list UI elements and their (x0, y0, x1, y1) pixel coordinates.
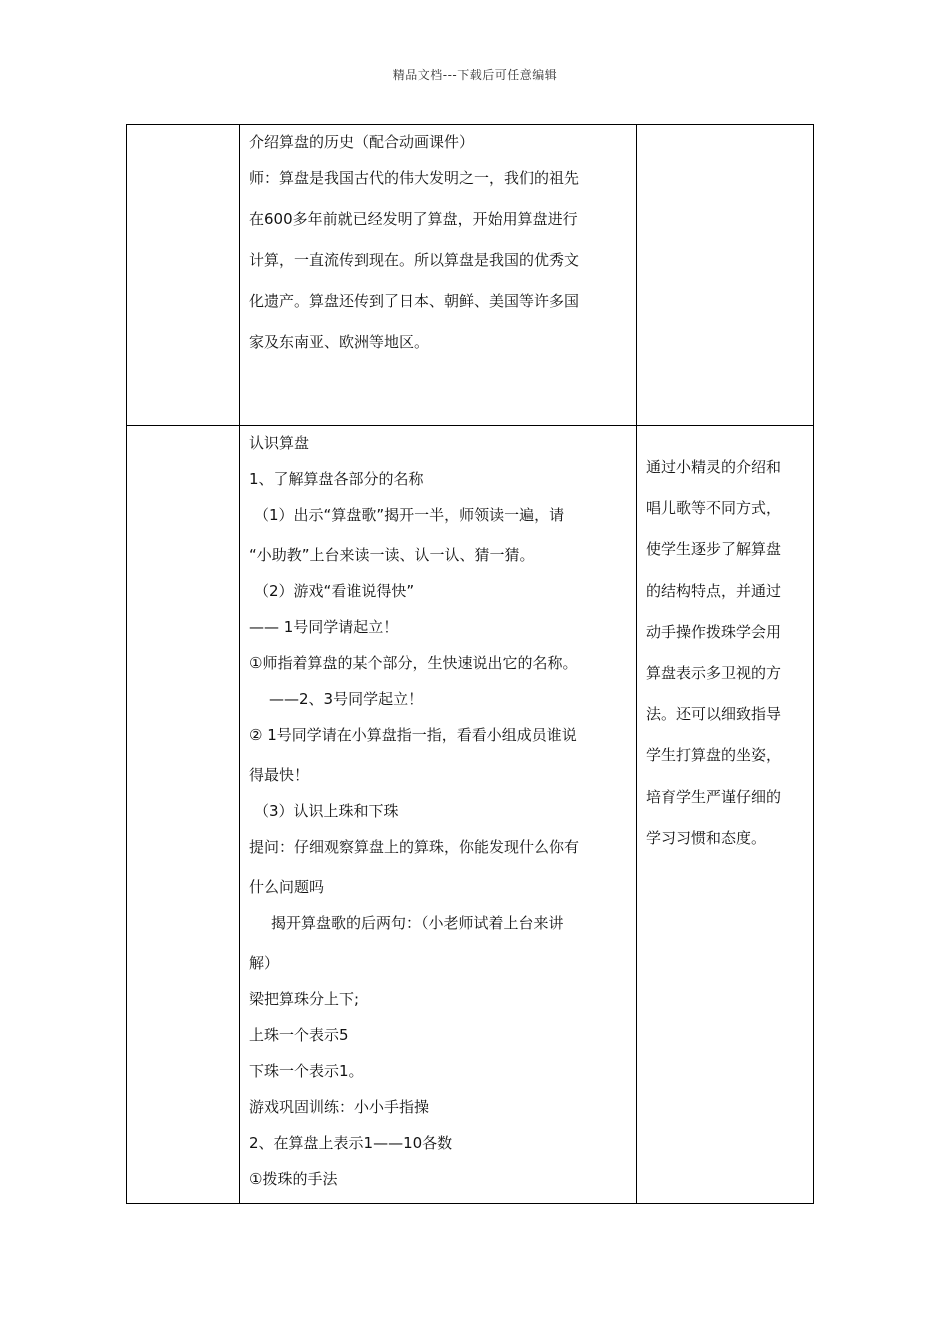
notes-line: 通过小精灵的介绍和 (646, 458, 782, 476)
row2-content-cell (240, 426, 637, 1204)
content-line: 游戏巩固训练：小小手指操 (249, 1098, 430, 1116)
row1-content-cell (240, 125, 637, 426)
row2-label-cell (127, 426, 240, 1204)
content-line: 2、在算盘上表示1——10各数 (249, 1134, 453, 1152)
content-line: 揭开算盘歌的后两句：（小老师试着上台来讲 (271, 914, 564, 932)
notes-line: 动手操作拨珠学会用 (646, 622, 782, 641)
table-row (127, 125, 814, 426)
content-line: ② 1号同学请在小算盘指一指，看看小组成员谁说 (249, 726, 577, 744)
notes-line: 使学生逐步了解算盘 (646, 540, 782, 559)
row2-content (240, 426, 636, 1201)
notes-line: 学生打算盘的坐姿， (646, 746, 782, 765)
table-row (127, 426, 814, 1204)
content-line: ——2、3号同学起立！ (269, 690, 424, 708)
notes-line: 唱儿歌等不同方式， (646, 499, 782, 518)
content-line: （2）游戏“看谁说得快” (254, 582, 415, 600)
row1-label-cell (127, 125, 240, 426)
row2-notes-cell (637, 426, 814, 1204)
content-line: “小助教”上台来读一读、认一认、猜一猜。 (249, 546, 535, 564)
content-line: 家及东南亚、欧洲等地区。 (249, 333, 430, 351)
page-header: 精品文档---下载后可任意编辑 (392, 68, 558, 82)
content-line: （1）出示“算盘歌”揭开一半，师领读一遍，请 (254, 506, 565, 524)
content-line: 计算，一直流传到现在。所以算盘是我国的优秀文 (249, 251, 580, 269)
notes-line: 法。还可以细致指导 (646, 705, 782, 724)
content-line: ①师指着算盘的某个部分，生快速说出它的名称。 (249, 654, 578, 672)
notes-line: 培育学生严谨仔细的 (646, 787, 782, 806)
content-line: —— 1号同学请起立！ (249, 618, 399, 636)
row1-notes-cell (637, 125, 814, 426)
content-line: ①拨珠的手法 (249, 1170, 338, 1188)
notes-line: 学习习惯和态度。 (646, 828, 767, 847)
content-line: 得最快！ (249, 766, 310, 784)
content-line: 师：算盘是我国古代的伟大发明之一，我们的祖先 (249, 169, 580, 187)
content-line: 在600多年前就已经发明了算盘，开始用算盘进行 (249, 210, 578, 228)
history-heading: 介绍算盘的历史（配合动画课件） (249, 133, 475, 151)
content-line: （3）认识上珠和下珠 (254, 802, 399, 820)
notes-line: 算盘表示多卫视的方 (646, 663, 782, 682)
content-line: 提问：仔细观察算盘上的算珠，你能发现什么你有 (249, 838, 580, 856)
section-heading: 认识算盘 (249, 434, 310, 452)
content-line: 什么问题吗 (249, 878, 325, 896)
content-line: 1、了解算盘各部分的名称 (249, 470, 424, 488)
content-line: 梁把算珠分上下; (249, 990, 360, 1008)
content-line: 化遗产。算盘还传到了日本、朝鲜、美国等许多国 (249, 292, 580, 310)
content-line: 下珠一个表示1。 (249, 1062, 364, 1080)
row1-content (240, 125, 636, 369)
notes-line: 的结构特点，并通过 (646, 581, 782, 600)
content-line: 上珠一个表示5 (249, 1026, 349, 1044)
lesson-plan-table (126, 124, 814, 1204)
design-notes (637, 426, 813, 865)
content-line: 解） (249, 954, 280, 972)
